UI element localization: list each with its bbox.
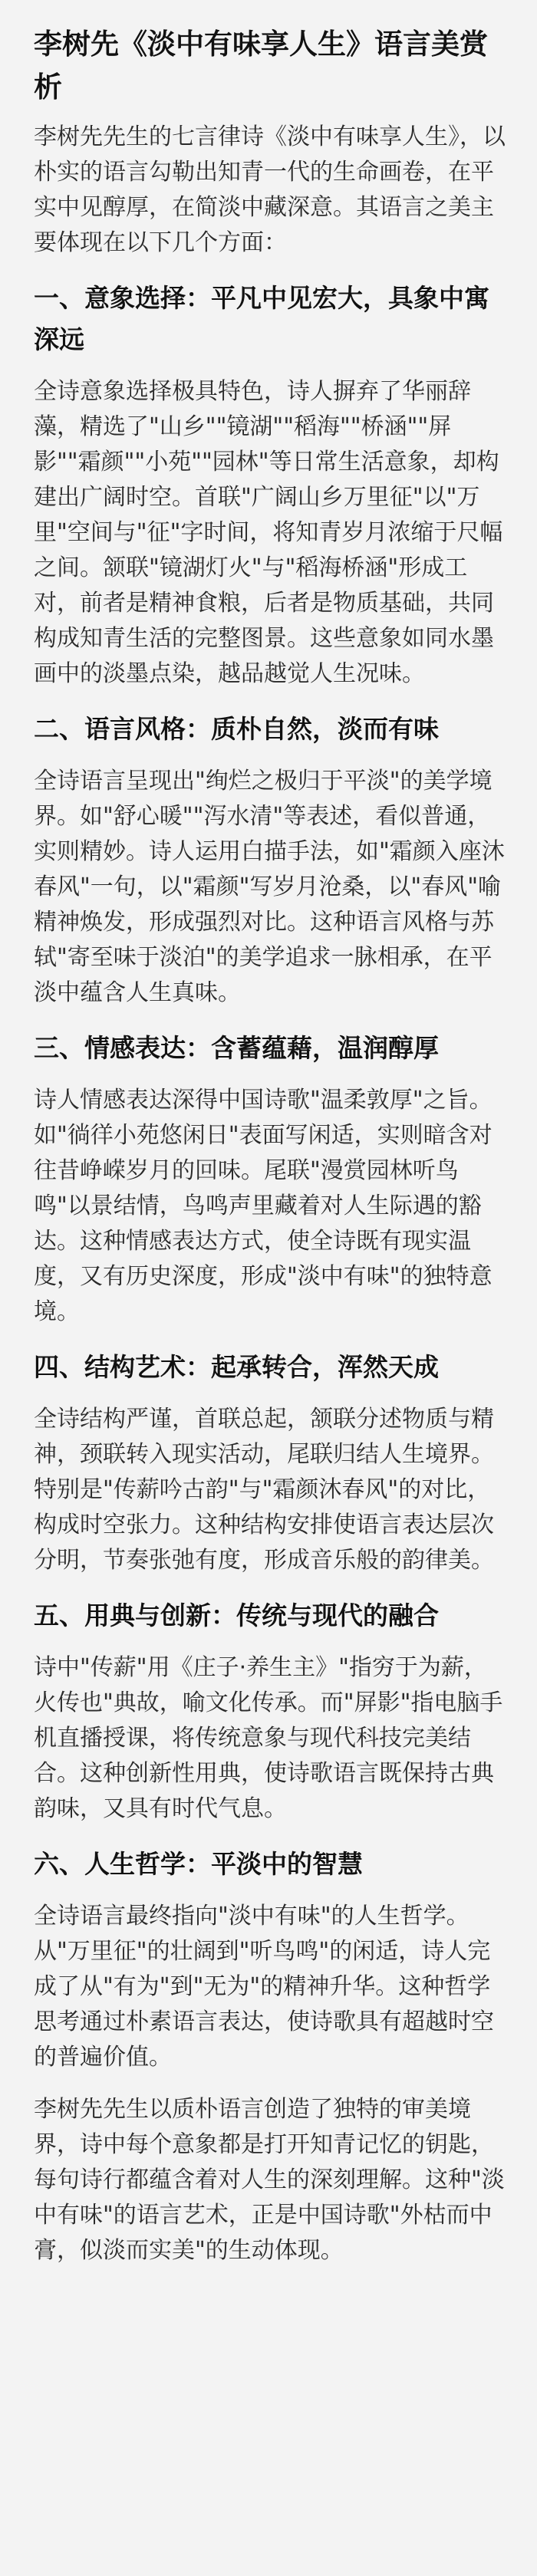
section-body-1: 全诗意象选择极具特色，诗人摒弃了华丽辞藻，精选了"山乡""镜湖""稻海""桥涵""屏影""霜颜""小苑""园林"等日常生活意象，却构建出广阔时空。首联"广阔山乡万里征"以"万里"空间与"征"字时间，将知青岁月浓缩于尺幅之间。颔联"镜湖灯火"与"稻海桥涵"形成工对，前者是精神食粮，后者是物质基础，共同构成知青生活的完整图景。这些意象如同水墨画中的淡墨点染，越品越觉人生况味。 <box>34 378 503 687</box>
section-heading-2: 二、语言风格：质朴自然，淡而有味 <box>34 714 439 744</box>
section-body-5: 诗中"传薪"用《庄子·养生主》"指穷于为薪，火传也"典故，喻文化传承。而"屏影"指电脑手机直播授课，将传统意象与现代科技完美结合。这种创新性用典，使诗歌语言既保持古典韵味，又具有时代气息。 <box>34 1654 503 1822</box>
article-title: 李树先《淡中有味享人生》语言美赏析 <box>34 28 488 104</box>
section-heading-5: 五、用典与创新：传统与现代的融合 <box>34 1601 439 1630</box>
section-heading-3: 三、情感表达：含蓄蕴藉，温润醇厚 <box>34 1033 439 1063</box>
section-body-4: 全诗结构严谨，首联总起，颔联分述物质与精神，颈联转入现实活动，尾联归结人生境界。特别是"传薪吟古韵"与"霜颜沐春风"的对比，构成时空张力。这种结构安排使语言表达层次分明，节奏张弛有度，形成音乐般的韵律美。 <box>34 1406 494 1574</box>
section-body-3: 诗人情感表达深得中国诗歌"温柔敦厚"之旨。如"徜徉小苑悠闲日"表面写闲适，实则暗含对往昔峥嵘岁月的回味。尾联"漫赏园林听鸟鸣"以景结情，鸟鸣声里藏着对人生际遇的豁达。这种情感表达方式，使全诗既有现实温度，又有历史深度，形成"淡中有味"的独特意境。 <box>34 1087 493 1325</box>
conclusion-paragraph: 李树先先生以质朴语言创造了独特的审美境界，诗中每个意象都是打开知青记忆的钥匙，每句诗行都蕴含着对人生的深刻理解。这种"淡中有味"的语言艺术，正是中国诗歌"外枯而中膏，似淡而实美"的生动体现。 <box>34 2096 505 2264</box>
section-heading-6: 六、人生哲学：平淡中的智慧 <box>34 1849 363 1879</box>
section-body-2: 全诗语言呈现出"绚烂之极归于平淡"的美学境界。如"舒心暖""泻水清"等表述，看似普通，实则精妙。诗人运用白描手法，如"霜颜入座沐春风"一句，以"霜颜"写岁月沧桑，以"春风"喻精神焕发，形成强烈对比。这种语言风格与苏轼"寄至味于淡泊"的美学追求一脉相承，在平淡中蕴含人生真味。 <box>34 768 505 1006</box>
intro-paragraph: 李树先先生的七言律诗《淡中有味享人生》，以朴实的语言勾勒出知青一代的生命画卷，在平实中见醇厚，在简淡中藏深意。其语言之美主要体现在以下几个方面： <box>34 123 506 256</box>
section-body-6: 全诗语言最终指向"淡中有味"的人生哲学。从"万里征"的壮阔到"听鸟鸣"的闲适，诗人完成了从"有为"到"无为"的精神升华。这种哲学思考通过朴素语言表达，使诗歌具有超越时空的普遍价值。 <box>34 1903 494 2071</box>
section-heading-4: 四、结构艺术：起承转合，浑然天成 <box>34 1352 439 1382</box>
section-heading-1: 一、意象选择：平凡中见宏大，具象中寓深远 <box>34 283 489 354</box>
